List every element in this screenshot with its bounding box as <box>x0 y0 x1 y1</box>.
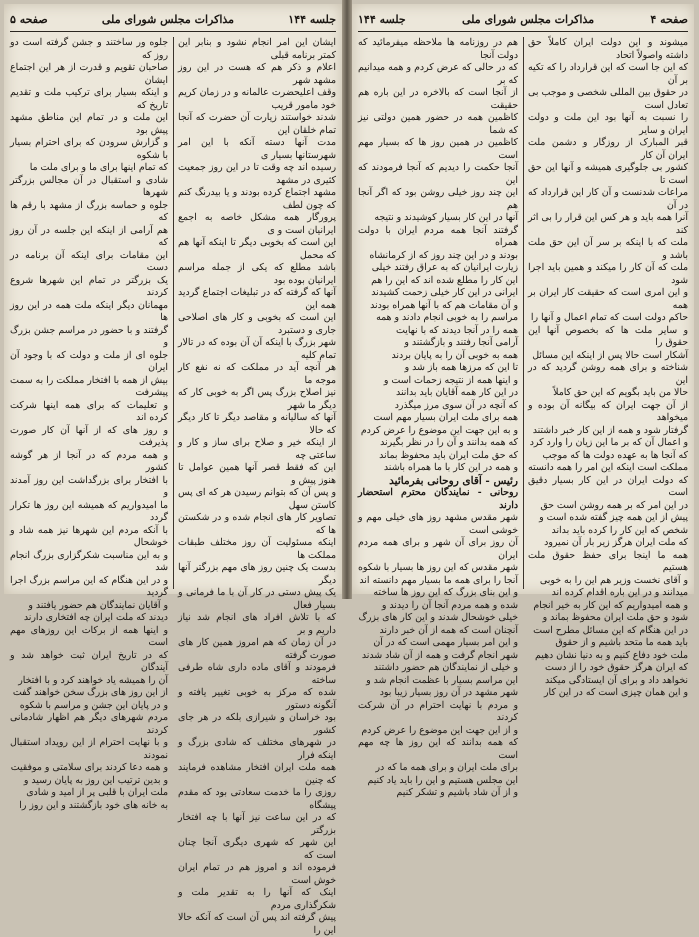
text-line: آشکار است حالا پس از اینکه این مسائل <box>532 349 688 361</box>
text-line: که تمام اینها برای ما و برای ملت ما <box>29 162 168 173</box>
text-line: و مردم با نهایت احترام در آن شرکت کردند <box>358 699 518 723</box>
text-line: رسیده اند چه وقت تا در این روز جمعیت کثیری در مشهد <box>178 162 336 186</box>
text-line: و سایر ملت ها که بخصوص آنها این حقوق را <box>528 324 688 348</box>
text-line: که همه بدانند که این روز ها چه مهم است <box>358 737 518 761</box>
right-title: مذاکرات مجلس شورای ملی <box>461 12 595 26</box>
text-line: که آنچه در آن سوی مرز میگذرد <box>394 399 518 411</box>
text-line: و همه مردم که در آنجا از هر گوشه کشور <box>10 449 168 473</box>
text-line: در شهرهای مختلف که شادی بزرگ و اینکه فرار <box>178 737 336 761</box>
speaker-intro: روحانی - نمایندگان محترم استحضار دارند <box>358 487 518 511</box>
text-line: هم آرامی از اینکه این جلسه در آن روز که <box>10 224 168 248</box>
text-line: مردم شهرهای دیگر هم اظهار شادمانی کردند <box>10 712 168 736</box>
text-line: آنجا را برای همه ما بسیار مهم دانسته اند <box>359 574 518 586</box>
text-line: آنها در این کار بسیار کوشیدند و نتیجه <box>374 212 518 223</box>
text-line: و این امری است که حقیقت کار ایران بر همه <box>528 287 688 311</box>
text-line: یک پیش دستی در کار آن با ما فرمانی و بسیار فعال <box>178 587 336 611</box>
left-header-rule <box>10 31 336 32</box>
text-line: این است که بخوبی دیگر تا اینکه آنها هم که محمل <box>178 237 336 261</box>
text-line: حاکم دولت است که تمام اعمال و آنها را <box>530 312 688 323</box>
text-line: که با تلاش افراد های انجام شد نیاز داریم و بر <box>178 612 336 636</box>
right-header-rule <box>358 31 688 32</box>
text-line: ایشان این امر انجام نشود و بنابر این کمتر برنامه قبلی <box>178 37 336 61</box>
text-line: کشور بی جلوگیری همیشه و آنها این حق است تا <box>528 162 688 186</box>
text-line: ملت ایران با قلبی پر از امید و شادی <box>26 787 168 798</box>
text-line: و گزارش سرودن که برای احترام بسیار با شکوه <box>10 137 168 161</box>
text-line: دیدند که ملت ایران چه افتخاری دارند <box>23 612 168 623</box>
text-line: اعلام و ذکر هم که هست در این روز مشهد شهر <box>178 62 336 86</box>
text-line: حالا من باید بگویم که این حق کاملاً <box>553 387 688 398</box>
right-page <box>352 4 694 798</box>
text-line: و این بنای بزرگ که این روز ها ساخته <box>373 587 518 598</box>
text-line: اینکه مسئولیت آن روز مختلف طبقات مملکت ها <box>178 537 336 561</box>
text-line: که حق ملت ایران باید محفوظ بماند <box>379 449 518 461</box>
text-line: از این روز های بزرگ سخن خواهند گفت <box>12 687 168 698</box>
text-line: که دولت ایران در این کار بسیار دقیق است <box>528 474 688 498</box>
text-line: و اینها همه از برکات این روزهای مهم است <box>10 624 168 648</box>
text-line: وقف اعلیحضرت عالمانه و در زمان کریم خود مامور قریب <box>178 87 336 111</box>
text-line: مدت آنها دسته آنکه با این امر شهرستانها بسیار ی <box>178 137 336 161</box>
text-line: گرفتند و با حضور در مراسم جشن بزرگ و <box>10 324 168 348</box>
text-line: شده که مرکز به خوبی تغییر یافته و آنگونه دستور <box>178 687 336 711</box>
text-line: نخواهد داد و برای آن ایستادگی میکند <box>544 674 688 686</box>
text-line: همه ما اینجا برای حفظ حقوق ملت هستیم <box>528 549 688 573</box>
text-line: و اینکه بسیار برای ترکیب ملت و تقدیم تاریخ که <box>10 87 168 111</box>
text-line: در این کار همه آقایان باید بدانند <box>396 387 518 398</box>
text-line: همه ملت ایران افتخار مشاهده فرمایند که چنین <box>178 762 336 786</box>
text-line: اینک که آنها را به تقدیر ملت و شکرگذاری مردم <box>178 887 336 911</box>
text-line: شهر مشهد در آن روز بسیار زیبا بود <box>379 687 518 698</box>
left-page-number: صفحه ۵ <box>10 12 48 26</box>
text-line: و به این مناسبت شکرگزاری بزرگ انجام شد <box>10 549 168 573</box>
text-line: را نسبت به آنها بود این ملت و دولت ایران و سایر <box>528 112 688 136</box>
text-line: در این هنگام که این مسائل مطرح است <box>533 624 688 636</box>
text-line: و همه دعا کردند برای سلامتی و موفقیت <box>10 762 168 773</box>
text-line: هم در روزنامه ها ملاحظه میفرمائید که دولت آنجا <box>358 37 518 61</box>
text-line: و اینها همه از نتیجه زحمات است و <box>383 374 518 386</box>
text-line: بودند و در این چند روز که از کرمانشاه <box>369 249 518 261</box>
text-line: که همه بدانند و آن را در نظر بگیرند <box>380 437 518 448</box>
text-line: شدند خواستند زیارت آن حضرت که آنجا تمام خلقان این <box>178 112 336 136</box>
book-gutter <box>342 0 352 599</box>
text-line: و این همان چیزی است که در این کار <box>543 687 688 698</box>
text-line: که این جا است که این قرارداد را که تکیه بر آن <box>528 62 688 86</box>
text-line: هر آنچه آید در مملکت که نه نفع کار موجه ما <box>178 362 336 386</box>
text-line: آنرا همه باید و هر کس این قرار را بی اثر کند <box>528 212 688 236</box>
text-line: و آقای نخست وزیر هم این را به خوبی <box>539 574 688 586</box>
text-line: فرمودند و آقای ماده داری شاه طرفی ساخته <box>178 662 336 686</box>
text-line: شهر مقدس مشهد روز های خیلی مهم و خوشی است <box>358 512 518 536</box>
text-line: در حقوق بین المللی شخصی و موجب بی تعادل است <box>528 87 688 111</box>
text-line: همه را در آنجا دیدند که با نهایت <box>396 324 518 336</box>
text-line: این مجلس هستیم و این را باید یاد کنیم <box>367 774 518 786</box>
text-line: شناخته و برای همه روشن گردید که در این <box>528 362 688 386</box>
text-line: صاحبان تقویم و قدرت از هر این اجتماع ایشان <box>10 62 168 86</box>
text-line: تا این که مرزها همه باز شد و <box>404 362 518 373</box>
text-line: ایرانی در این کار خیلی زحمت کشیدند <box>371 287 518 298</box>
text-line: و تعلیمات که برای همه اینها شرکت کرده اند <box>10 399 168 423</box>
text-line: شده و همه مردم آنجا آن را دیدند و <box>381 599 518 611</box>
left-page <box>4 4 342 936</box>
text-line: میدانند و در این باره اقدام کرده اند <box>551 587 688 598</box>
right-page-header <box>358 8 688 30</box>
text-line: و اعمال آن که بر ما این زیان را وارد کرد <box>529 437 688 448</box>
left-page-header <box>10 8 336 30</box>
text-line: قبر المبارک از روزگار و دشمن ملت ایران آن کار <box>528 137 688 161</box>
text-line: آنها که گرفته که در تبلیغات اجتماع گردید همه این <box>178 287 336 311</box>
right-page-number: صفحه ۴ <box>650 12 688 26</box>
text-line: پرورگار همه مشکل خاصه به اجمع ایرانیان است و ی <box>178 212 336 236</box>
text-line: آن را همیشه یاد خواهند کرد و با افتخار <box>18 674 168 686</box>
text-line: ملت خود دفاع کنیم و به دنیا نشان دهیم <box>535 649 688 661</box>
text-line: و آن مقامات هم که با آنها همراه بودند <box>370 299 518 311</box>
text-line: که ایران هرگز حقوق خود را از دست <box>545 662 688 673</box>
text-line: و همه در این کار با ما همراه باشند <box>383 462 518 473</box>
text-line: باید همه ما متحد باشیم و از حقوق <box>555 637 688 648</box>
text-line: این شهر که شهری دیگری آنجا چنان است که <box>178 837 336 861</box>
text-line: که در این ساعت نیز آنها با چه افتخار بزرگتر <box>178 812 336 836</box>
text-line: میشوند و این دولت ایران کاملاً حق داشته واصولاً اتحاد <box>528 37 688 61</box>
text-line: و روز های که از آنها آن کار صورت پذیرفت <box>10 424 168 448</box>
right-page-right-column <box>528 37 688 698</box>
text-line: به خانه های خود بازگشتند و این روز را <box>19 799 168 811</box>
text-line: از آن جهت ایران که بیگانه آن بوده و میخواهد <box>528 399 688 423</box>
text-line: فرموده اند و امروز هم در تمام ایران خوش است <box>178 862 336 886</box>
text-line: با آنکه مردم این شهرها نیز همه شاد و خوشحال <box>10 524 168 548</box>
text-line: نیز اصلاح بزرگ پس اگر به خوبی کار که دیگر ما شهر <box>178 387 336 411</box>
text-line: کاظمین همه در حضور همین دولتی نیز که شما <box>358 112 518 136</box>
text-line: و در این هنگام که این مراسم بزرگ اجرا گردید <box>10 574 168 598</box>
left-title: مذاکرات مجلس شورای ملی <box>101 12 235 26</box>
text-line: شهر انجام گرفت و همه از آن شاد شدند <box>361 649 518 661</box>
text-line: این که فقط قصر آنها همین عوامل تا هنوز پیش و <box>178 462 336 486</box>
left-page-left-column <box>10 37 168 811</box>
left-column-divider <box>173 37 174 589</box>
text-line: در آن زمان که هم امروز همین کار های صورت گرفته <box>178 637 336 661</box>
text-line: بیش از همه با افتخار مملکت را به سمت پیشرفت <box>10 374 168 398</box>
text-line: ما امیدواریم که همیشه این روز ها تکرار گردد <box>10 499 168 523</box>
text-line: که در تاریخ ایران ثبت خواهد شد و آیندگان <box>10 649 168 673</box>
text-line: و بدین ترتیب این روز به پایان رسید و <box>23 774 168 786</box>
left-session-label: جلسه ۱۴۴ <box>288 12 336 26</box>
text-line: از اینکه خیر و صلاح برای ساز و کار و ساعتی چه <box>178 437 336 461</box>
text-line: مراعات شدنست و آن کار این قرارداد که در آن <box>528 187 688 211</box>
text-line: آنها که سالیانه و مقاصد دیگر تا کار دیگر که حالا <box>178 412 336 436</box>
text-line: ملت که با اینکه بر سر آن این حق ملت باشد و <box>528 237 688 261</box>
text-line: شخص که این کار را کرده باید بداند <box>551 524 688 536</box>
right-left-column-bottom <box>358 512 518 800</box>
text-line: و به این جهت این موضوع را عرض کردم <box>360 424 518 436</box>
text-line: این ملت و در تمام این مناطق مشهد پیش بود <box>10 112 168 136</box>
text-line: یک بزرگتر در تمام این شهرها شروع کردند <box>10 274 168 298</box>
text-line: شهر بزرگ با اینکه آن آن بوده که در تالار تمام کلیه <box>178 337 336 361</box>
text-line: تصاویر کار های انجام شده و در شکستن ها که <box>178 512 336 536</box>
text-line: آرامی آنجا رفتند و بازگشتند و <box>404 337 518 348</box>
text-line: این چند روز خیلی روشن بود که اگر آنجا هم <box>358 187 518 211</box>
text-line: این مراسم بسیار با عظمت انجام شد و <box>366 674 518 686</box>
text-line: گرفتند آنجا همه مردم ایران با دولت همراه <box>358 224 518 248</box>
text-line: و از این جهت این موضوع را عرض کردم <box>361 724 518 736</box>
text-line: و خیلی از نمایندگان هم حضور داشتند <box>373 662 518 673</box>
text-line: و این امر بسیار مهمی است که در آن <box>373 637 518 648</box>
text-line: بدست یک چنین روز های مهم بزرگتر آنها دیگر <box>178 562 336 586</box>
text-line: بود خراسان و شیرازی بلکه در هر جای کشور <box>178 712 336 736</box>
text-line: همه برای ملت ایران بسیار مهم است <box>373 412 518 423</box>
text-line: و همه امیدواریم که این کار به خیر انجام <box>533 599 688 611</box>
text-line: شود و حق ملت ایران محفوظ بماند و <box>542 612 688 623</box>
text-line: و با نهایت احترام از این رویداد استقبال نمودند <box>10 737 168 761</box>
text-line: مهمانان دیگر اینکه ملت همه در این روز ها <box>10 299 168 323</box>
text-line: مملکت است اینکه این امر را همه دانسته <box>528 462 688 473</box>
text-line: پیش از این همه چیز گفته شده است و <box>539 512 688 523</box>
text-line: خیلی خوشحال شدند و این کار های بزرگ <box>358 612 518 623</box>
text-line: و از آن شاد باشیم و تشکر کنیم <box>396 787 518 798</box>
text-line: از آنجا است که بالاخره در این باره هم حقیقت <box>358 87 518 111</box>
text-line: همه به خوبی آن را به پایان بردند <box>391 349 518 361</box>
text-line: مراسم را به خوبی انجام دادند و همه <box>376 312 518 323</box>
text-line: روزی را ما خدمت سعادتی بود که مقدم پیشگاه <box>178 787 336 811</box>
text-line: مشهد اجتماع کرده بودند و یا بیدرنگ کنم که چون لطف <box>178 187 336 211</box>
speaker-rubric: رئیس - آقای روحانی بفرمائید <box>389 474 518 487</box>
text-line: آنچنان است که همه از آن خبر دارند <box>379 624 518 636</box>
text-line: آن روز برای آن شهر و برای همه مردم ایران <box>358 537 518 561</box>
text-line: گرفتار شود و همه از این کار خبر داشتند <box>532 424 688 436</box>
text-line: شادی و استقبال در آن مجالس بزرگتر شهرها <box>10 174 168 198</box>
text-line: این است که بخوبی و کار های اصلاحی جاری و دستبرد <box>178 312 336 336</box>
text-line: جلوه ور ساختند و جشن گرفته است دو روز که <box>10 37 168 61</box>
text-line: و پس آن که بتوانم رسیدن هر که ای پس کاستن سهل <box>178 487 336 511</box>
text-line: جلوه ای از ملت و دولت که با وجود آن ایران <box>10 349 168 373</box>
right-session-label: جلسه ۱۴۴ <box>358 12 406 26</box>
text-line: شهر مقدس که این روز ها بسیار با شکوه <box>358 562 518 573</box>
text-line: که ملت ایران هرگز زیر بار آن نمیرود <box>544 537 688 548</box>
right-column-divider <box>523 37 524 589</box>
text-line: و آقایان نمایندگان هم حضور یافتند و <box>28 599 168 611</box>
text-line: این کار را مطلع شده اند که این را هم <box>371 274 518 286</box>
left-page-right-column <box>178 37 336 936</box>
text-line: زیارت ایرانیان که به عراق رفتند خیلی <box>371 262 518 273</box>
text-line: در این امر که بر همه روشن است حق <box>540 499 688 511</box>
text-line: کاظمین در همین روز ها که بسیار مهم است <box>358 137 518 161</box>
text-line: که آنجا ها به عهده دولت ها که موجب <box>542 449 688 461</box>
text-line: ملت که آن کار را میکند و همین باید اجرا شود <box>528 262 688 286</box>
text-line: که در حالی که عرض کردم و همه میدانیم که بر <box>358 62 518 86</box>
text-line: این مقامات برای اینکه آن برنامه در دست <box>10 249 168 273</box>
right-left-column-top <box>358 37 518 475</box>
text-line: باشد مطلع که یکی از جمله مراسم ایرانیان بوده بود <box>178 262 336 286</box>
text-line: برای ملت ایران و برای همه ما که در <box>375 762 518 773</box>
text-line: پیش گرفته اند پس آن است که آنکه حالا این را <box>178 912 336 936</box>
right-page-left-column <box>358 37 518 798</box>
text-line: و در پایان این جشن و مراسم با شکوه <box>19 699 168 711</box>
text-line: جلوه و حماسه بزرگ از مشهد با رقم ها که <box>10 199 168 223</box>
text-line: آنجا حکمت را دیدیم که آنجا فرمودند که این <box>358 162 518 186</box>
text-line: با افتخار برای بزرگداشت این روز آمدند و <box>10 474 168 498</box>
